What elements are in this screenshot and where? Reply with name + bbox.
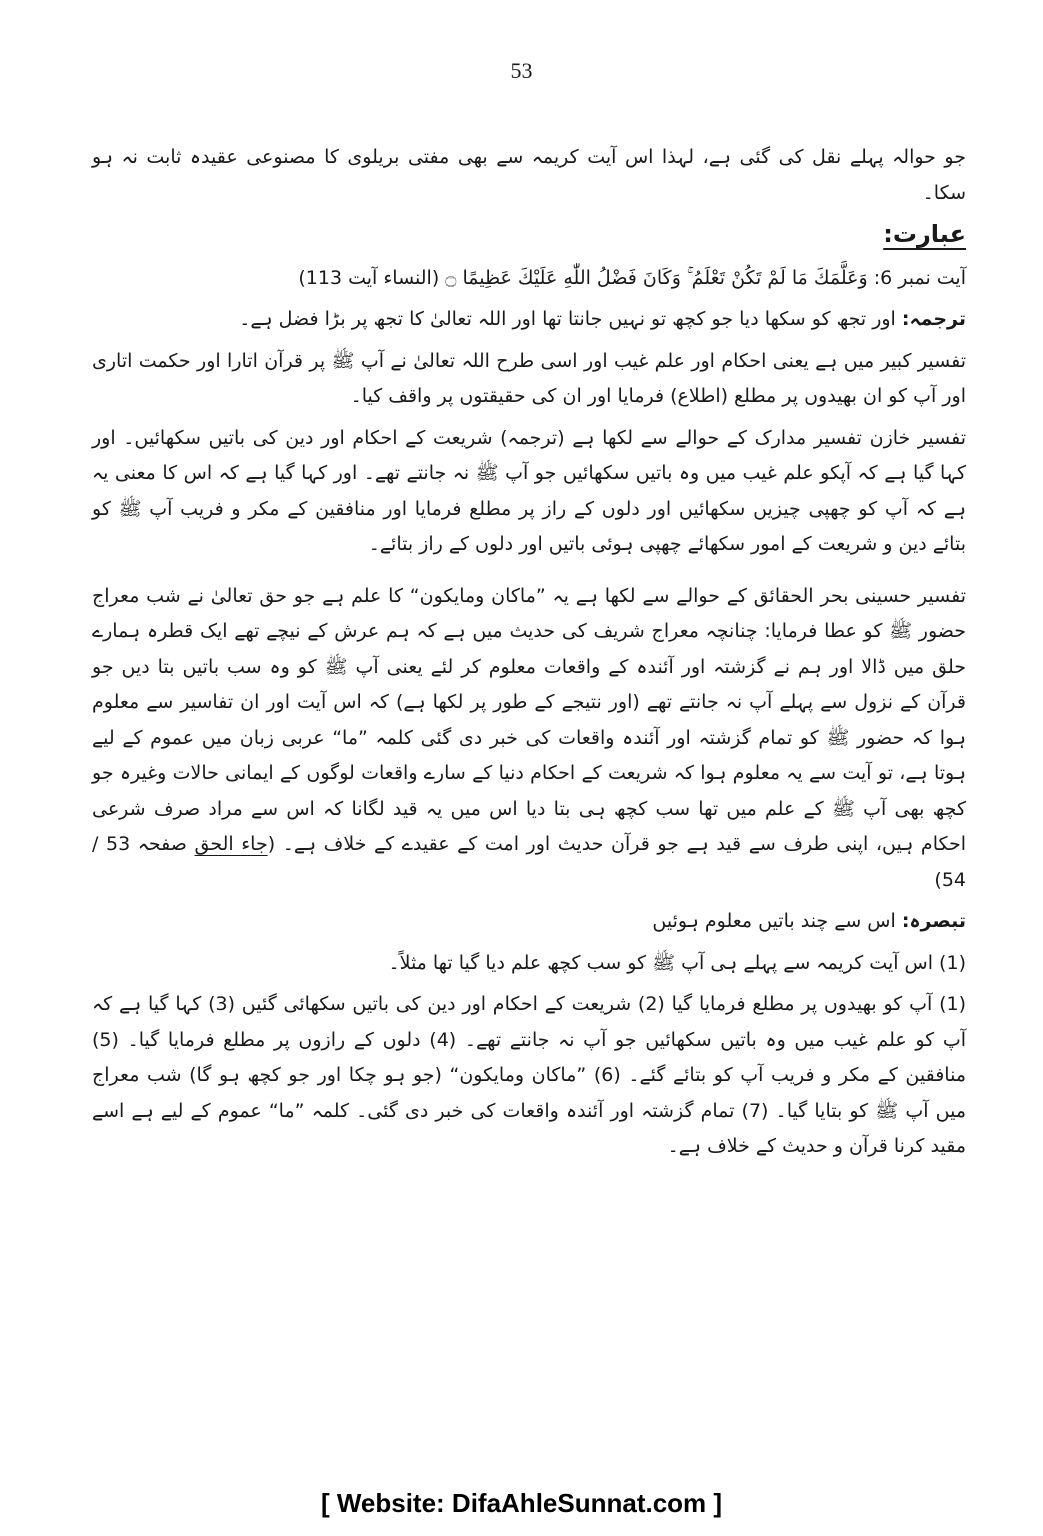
points-list: (1) آپ کو بھیدوں پر مطلع فرمایا گیا (2) شریعت کے احکام اور دین کی باتیں سکھائی گئیں (3) کہا گیا ہے کہ آپ کو علم غیب میں وہ باتیں سکھائیں جو آپ نہ جانتے تھے۔ (4) دلوں کے رازوں پر مطلع فرمایا گیا۔ (5) منافقین کے مکر و فریب آپ کو بتائے گئے۔ (6) ”ماکان ومایکون“ (جو ہو چکا اور جو کچھ ہو گا) شب معراج میں آپ ﷺ کو بتایا گیا۔ (7) تمام گزشتہ اور آئندہ واقعات کی خبر دی گئی۔ کلمہ ”ما“ عموم کے لیے ہے اسے مقید کرنا قرآن و حدیث کے خلاف ہے۔	[92, 993, 967, 1157]
tafsir-kabir-paragraph: تفسیر کبیر میں ہے یعنی احکام اور علم غیب اور اسی طرح اللہ تعالیٰ نے آپ ﷺ پر قرآن اتارا اور حکمت اتاری اور آپ کو ان بھیدوں پر مطلع (اطلاع) فرمایا اور ان کی حقیقتوں پر واقف کیا۔	[92, 349, 966, 407]
translation-paragraph	[92, 302, 966, 338]
page-number: 53	[510, 58, 533, 83]
spacer	[92, 569, 966, 579]
tabsira-label: تبصرہ:	[901, 910, 966, 932]
page-body	[92, 140, 966, 1171]
tafsir-khazin-paragraph: تفسیر خازن تفسیر مدارک کے حوالے سے لکھا ہے (ترجمہ) شریعت کے احکام اور دین کی باتیں سکھائیں۔ اور کہا گیا ہے کہ آپکو علم غیب میں وہ باتیں سکھائیں جو آپ ﷺ نہ جانتے تھے۔ اور کہا گیا ہے کہ اس کا معنی یہ ہے کہ آپ کو چھپی چیزیں سکھائیں اور دلوں کے راز پر مطلع فرمایا اور منافقین کے مکر و فریب آپ ﷺ کو بتائے دین و شریعت کے امور سکھائے چھپی ہوئی باتیں اور دلوں کے راز بتائے۔	[92, 426, 966, 555]
tabsira-paragraph	[92, 904, 966, 940]
website-footer: [ Website: DifaAhleSunnat.com ]	[320, 1488, 723, 1518]
point-one: (1) اس آیت کریمہ سے پہلے ہی آپ ﷺ کو سب کچھ علم دیا گیا تھا مثلاً۔	[388, 951, 966, 974]
intro-paragraph: جو حوالہ پہلے نقل کی گئی ہے، لہذا اس آیت کریمہ سے بھی مفتی بریلوی کا مصنوعی عقیدہ ثابت نہ ہو سکا۔	[92, 146, 966, 204]
translation-text: اور تجھ کو سکھا دیا جو کچھ تو نہیں جانتا تھا اور اللہ تعالیٰ کا تجھ پر بڑا فضل ہے۔	[239, 308, 896, 330]
book-citation: جاء الحق	[194, 833, 268, 855]
tafsir-husaini-paragraph	[92, 579, 966, 899]
ayah-line: آیت نمبر 6: وَعَلَّمَكَ مَا لَمْ تَكُنْ تَعْلَمُ ۚ وَكَانَ فَضْلُ اللّٰهِ عَلَيْكَ عَظِيمًا ۝ (النساء آیت 113)	[298, 266, 966, 289]
translation-label: ترجمہ:	[901, 308, 966, 330]
page-reference: صفحہ 53 / 54)	[92, 833, 966, 891]
tabsira-text: اس سے چند باتیں معلوم ہوئیں	[652, 910, 896, 932]
section-heading: عبارت:	[883, 220, 966, 248]
tafsir-husaini-text: تفسیر حسینی بحر الحقائق کے حوالے سے لکھا ہے یہ ”ماکان ومایکون“ کا علم ہے جو حق تعالیٰ نے شب معراج حضور ﷺ کو عطا فرمایا: چنانچہ معراج شریف کی حدیث میں ہے کہ ہم عرش کے نیچے تھے ایک قطرہ ہمارے حلق میں ڈالا اور ہم نے گزشتہ اور آئندہ کے واقعات معلوم کر لئے یعنی آپ ﷺ کو وہ سب باتیں بتا دیں جو قرآن کے نزول سے پہلے آپ نہ جانتے تھے (اور نتیجے کے طور پر لکھا ہے) کہ اس آیت اور ان تفاسیر سے معلوم ہوا کہ حضور ﷺ کو تمام گزشتہ اور آئندہ واقعات کی خبر دی گئی کلمہ ”ما“ عربی زبان میں عموم کے لیے ہوتا ہے، تو آیت سے یہ معلوم ہوا کہ شریعت کے احکام دنیا کے سارے واقعات لوگوں کے ایمانی حالات وغیرہ جو کچھ بھی آپ ﷺ کے علم میں تھا سب کچھ ہی بتا دیا اس میں یہ قید لگانا کہ اس سے مراد صرف شرعی احکام ہیں، اپنی طرف سے قید ہے جو قرآن حدیث اور امت کے عقیدے کے خلاف ہے۔ (	[92, 584, 967, 855]
